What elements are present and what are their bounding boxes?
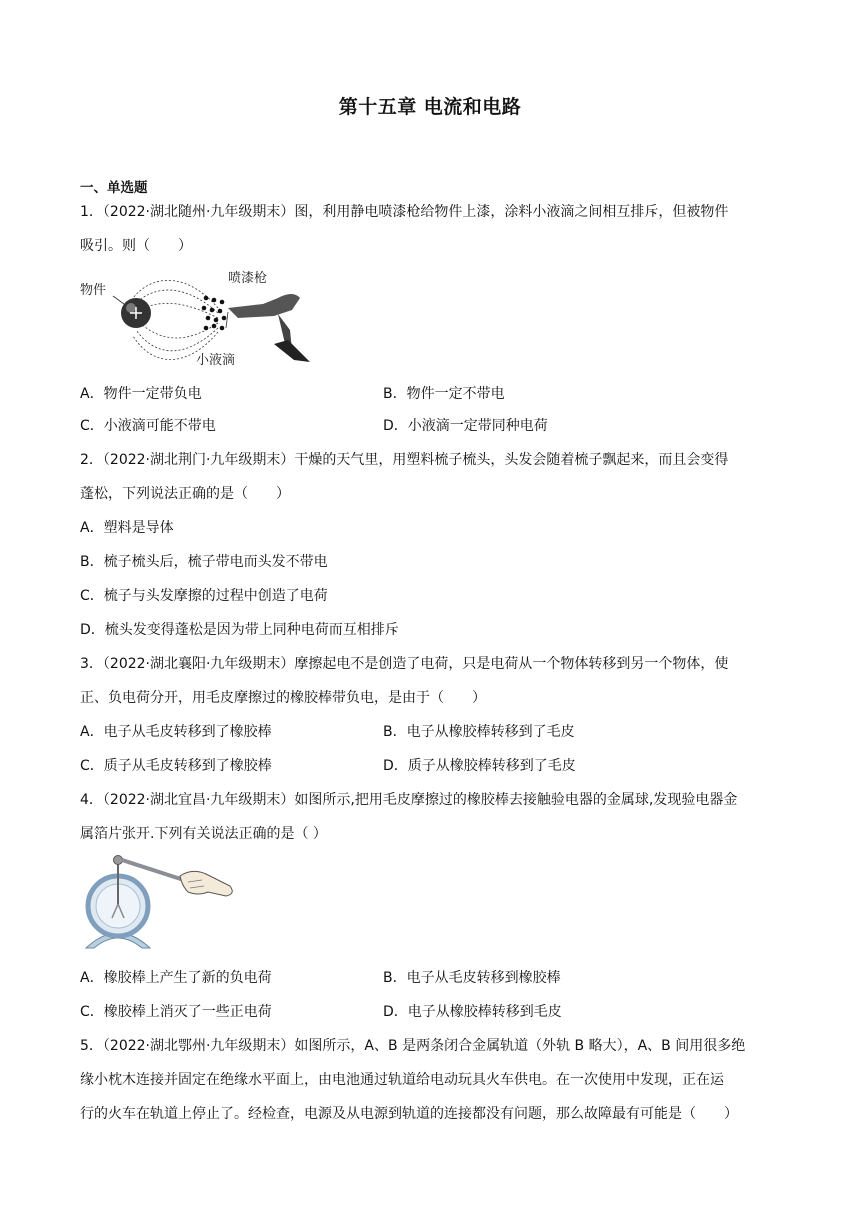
q4-option-b: B．电子从毛皮转移到橡胶棒 — [383, 970, 561, 986]
figure-label-droplets: 小液滴 — [196, 353, 236, 368]
q2-option-a: A．塑料是导体 — [80, 520, 174, 536]
spray-gun-icon — [228, 294, 300, 318]
q1-option-d: D．小液滴一定带同种电荷 — [383, 418, 548, 434]
q2-stem-line2: 蓬松，下列说法正确的是（ ） — [80, 486, 290, 502]
q4-option-d: D．电子从橡胶棒转移到毛皮 — [383, 1004, 562, 1020]
q3-option-c: C．质子从毛皮转移到了橡胶棒 — [80, 758, 272, 774]
q5-stem-line2: 缘小枕木连接并固定在绝缘水平面上，由电池通过轨道给电动玩具火车供电。在一次使用中发现，正在运 — [80, 1072, 724, 1088]
figure-label-object: 物件 — [80, 283, 107, 298]
q1-option-a: A．物件一定带负电 — [80, 386, 202, 402]
q3-option-b: B．电子从橡胶棒转移到了毛皮 — [383, 724, 575, 740]
q3-option-d: D．质子从橡胶棒转移到了毛皮 — [383, 758, 576, 774]
figure-label-gun: 喷漆枪 — [228, 271, 268, 286]
q1-stem-line1: 1．（2022·湖北随州·九年级期末）图，利用静电喷漆枪给物件上漆，涂料小液滴之间相互排斥，但被物件 — [80, 204, 729, 220]
q3-stem-line1: 3．（2022·湖北襄阳·九年级期末）摩擦起电不是创造了电荷，只是电荷从一个物体转移到另一个物体，使 — [80, 656, 729, 672]
q3-option-a: A．电子从毛皮转移到了橡胶棒 — [80, 724, 272, 740]
spray-gun-figure — [78, 268, 318, 368]
q5-stem-line3: 行的火车在轨道上停止了。经检查，电源及从电源到轨道的连接都没有问题，那么故障最有可能是（ ） — [80, 1106, 738, 1122]
q2-option-b: B．梳子梳头后，梳子带电而头发不带电 — [80, 554, 328, 570]
q2-option-c: C．梳子与头发摩擦的过程中创造了电荷 — [80, 588, 328, 604]
q1-option-b: B．物件一定不带电 — [383, 386, 505, 402]
q4-option-c: C．橡胶棒上消灭了一些正电荷 — [80, 1004, 272, 1020]
q4-stem-line1: 4．（2022·湖北宜昌·九年级期末）如图所示,把用毛皮摩擦过的橡胶棒去接触验电器的金属球,发现验电器金 — [80, 792, 738, 808]
q2-stem-line1: 2．（2022·湖北荆门·九年级期末）干燥的天气里，用塑料梳子梳头，头发会随着梳子飘起来，而且会变得 — [80, 452, 729, 468]
q1-option-c: C．小液滴可能不带电 — [80, 418, 216, 434]
hand-icon — [180, 871, 232, 896]
q4-option-a: A．橡胶棒上产生了新的负电荷 — [80, 970, 272, 986]
page-title: 第十五章 电流和电路 — [338, 96, 522, 118]
q2-option-d: D．梳头发变得蓬松是因为带上同种电荷而互相排斥 — [80, 622, 399, 638]
q3-stem-line2: 正、负电荷分开，用毛皮摩擦过的橡胶棒带负电，是由于（ ） — [80, 690, 486, 706]
q5-stem-line1: 5．（2022·湖北鄂州·九年级期末）如图所示，A、B 是两条闭合金属轨道（外轨 B 略大），A、B 间用很多绝 — [80, 1038, 746, 1054]
section-heading: 一、单选题 — [80, 180, 148, 196]
electroscope-figure — [80, 852, 240, 952]
q1-stem-line2: 吸引。则（ ） — [80, 238, 192, 254]
q4-stem-line2: 属箔片张开.下列有关说法正确的是（ ） — [80, 826, 327, 842]
